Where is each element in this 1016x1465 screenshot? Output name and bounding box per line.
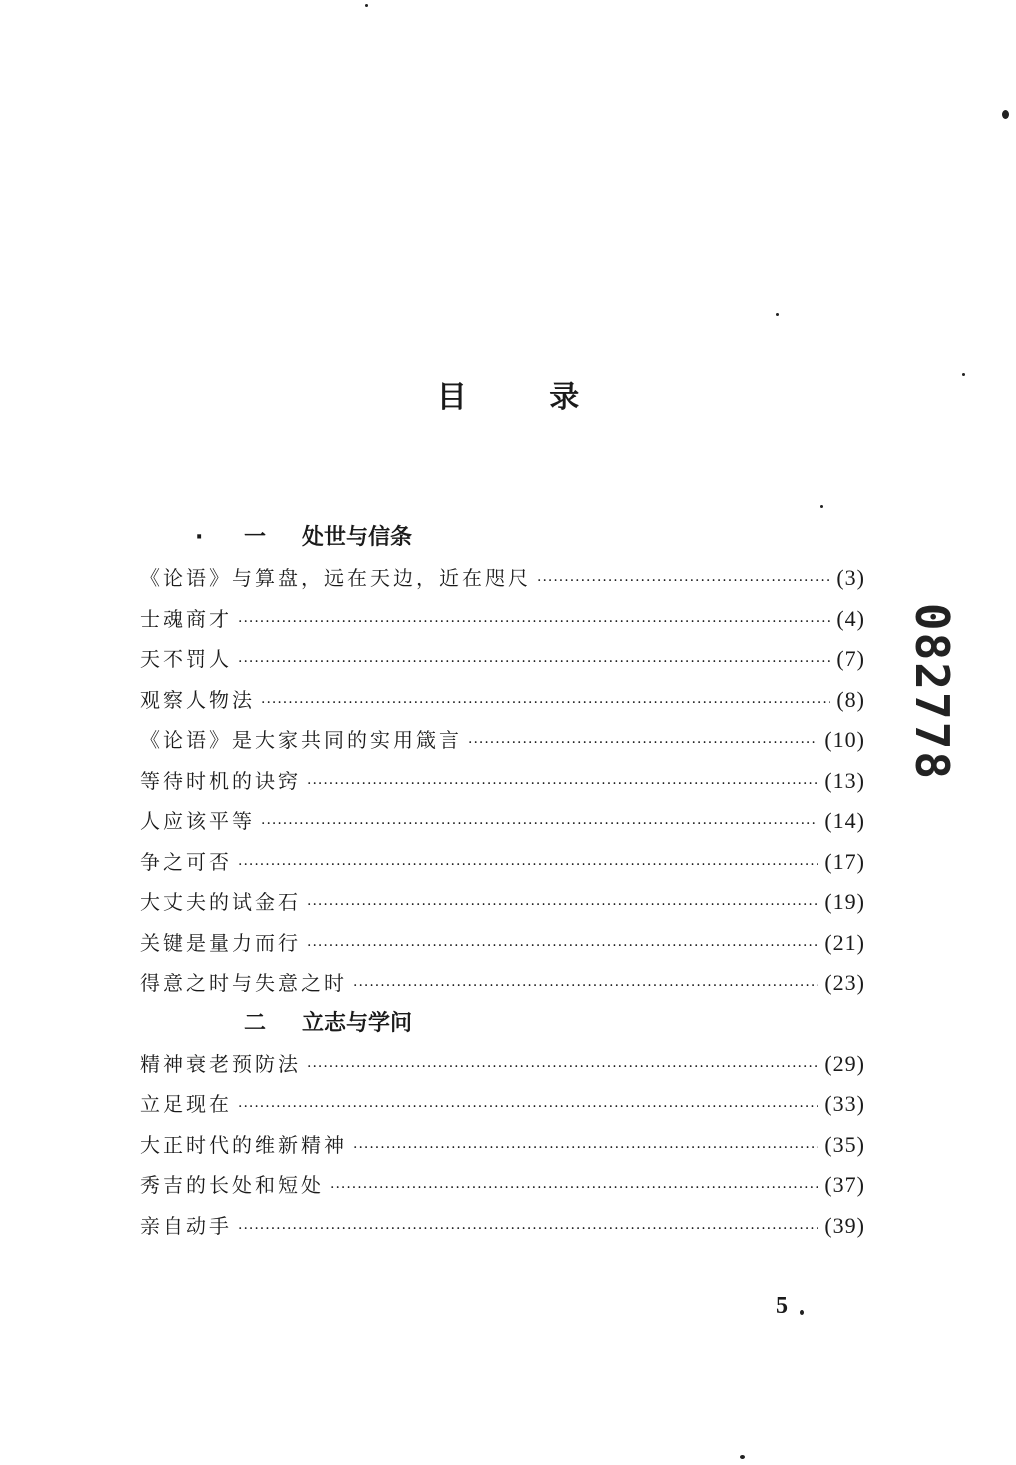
section-title: 处世与信条 <box>302 525 413 550</box>
dot-leader <box>353 966 818 1007</box>
toc-entry-page: (37) <box>824 1172 865 1197</box>
toc-entry <box>140 842 865 883</box>
page-number: 5 <box>776 1293 788 1319</box>
dot-leader <box>307 1047 818 1088</box>
toc-entry-title: 精神衰老预防法 <box>140 1051 301 1076</box>
scan-speck <box>820 505 823 508</box>
toc-entry-title: 《论语》是大家共同的实用箴言 <box>140 728 462 752</box>
toc-entry-title: 观察人物法 <box>140 687 255 712</box>
toc-entry-title: 士魂商才 <box>140 606 232 631</box>
toc-entry <box>140 558 865 599</box>
toc-entry-title: 亲自动手 <box>140 1213 232 1238</box>
toc-entry <box>140 1165 865 1206</box>
section-bullet: · <box>195 525 204 550</box>
toc-entry-page: (13) <box>824 767 865 793</box>
section-heading-2 <box>140 1004 865 1044</box>
toc-entry-page: (4) <box>836 605 865 631</box>
toc-entry <box>140 639 865 680</box>
dot-leader <box>307 926 818 967</box>
toc-entry-title: 人应该平等 <box>140 809 255 833</box>
toc-entry-page: (21) <box>824 929 865 955</box>
toc-entry <box>140 801 865 842</box>
dot-leader <box>307 885 818 926</box>
toc-entry <box>140 720 865 761</box>
page-title: 目 录 <box>436 380 616 415</box>
section-title: 立志与学问 <box>302 1010 413 1036</box>
toc-entry-page: (33) <box>824 1091 865 1116</box>
dot-leader <box>353 1128 818 1169</box>
toc-entry <box>140 761 865 802</box>
toc-entry-title: 《论语》与算盘，远在天边，近在咫尺 <box>140 566 531 590</box>
section-heading-1 <box>140 518 865 558</box>
toc-entry-title: 立足现在 <box>140 1092 232 1116</box>
dot-leader <box>238 602 830 643</box>
toc-entry-title: 关键是量力而行 <box>140 930 301 955</box>
toc-entry <box>140 1044 865 1085</box>
toc-entry-page: (14) <box>824 808 865 833</box>
dot-leader <box>261 804 818 845</box>
toc-entry-page: (10) <box>824 727 865 752</box>
toc-entry <box>140 923 865 964</box>
toc-entry-title: 大正时代的维新精神 <box>140 1132 347 1157</box>
toc-entry-title: 争之可否 <box>140 849 232 874</box>
toc-entry <box>140 882 865 923</box>
toc-entry-title: 天不罚人 <box>140 647 232 671</box>
dot-leader <box>307 764 818 805</box>
scan-speck <box>365 4 368 7</box>
library-stamp-number: 082778 <box>905 602 959 782</box>
toc-entry <box>140 1125 865 1166</box>
toc-entry <box>140 599 865 640</box>
toc-entry <box>140 680 865 721</box>
dot-leader <box>238 845 818 886</box>
dot-leader <box>537 561 830 602</box>
toc-entry-page: (23) <box>824 970 865 995</box>
section-number: 一 <box>244 525 267 550</box>
section-number: 二 <box>244 1010 267 1036</box>
scan-speck <box>740 1455 745 1459</box>
toc-entry-page: (7) <box>836 646 865 671</box>
dot-leader <box>238 642 830 683</box>
dot-leader <box>468 723 818 764</box>
toc-entry <box>140 1206 865 1247</box>
toc-entry-page: (3) <box>836 565 865 590</box>
toc-entry <box>140 1084 865 1125</box>
scan-speck <box>800 1310 804 1315</box>
toc-entry-title: 大丈夫的试金石 <box>140 890 301 914</box>
toc-entry-page: (35) <box>824 1131 865 1157</box>
dot-leader <box>330 1168 818 1209</box>
toc-entry-title: 秀吉的长处和短处 <box>140 1173 324 1197</box>
dot-leader <box>261 683 830 724</box>
toc-entry-page: (8) <box>836 686 865 712</box>
scan-speck <box>1002 110 1009 119</box>
dot-leader <box>238 1209 818 1250</box>
toc-entry-page: (17) <box>824 848 865 874</box>
table-of-contents <box>140 518 865 1246</box>
toc-entry <box>140 963 865 1004</box>
toc-entry-title: 等待时机的诀窍 <box>140 768 301 793</box>
toc-entry-page: (19) <box>824 889 865 914</box>
dot-leader <box>238 1087 818 1128</box>
scan-speck <box>776 313 779 316</box>
toc-entry-title: 得意之时与失意之时 <box>140 971 347 995</box>
toc-entry-page: (39) <box>824 1212 865 1238</box>
scan-speck <box>962 373 965 376</box>
toc-entry-page: (29) <box>824 1050 865 1076</box>
